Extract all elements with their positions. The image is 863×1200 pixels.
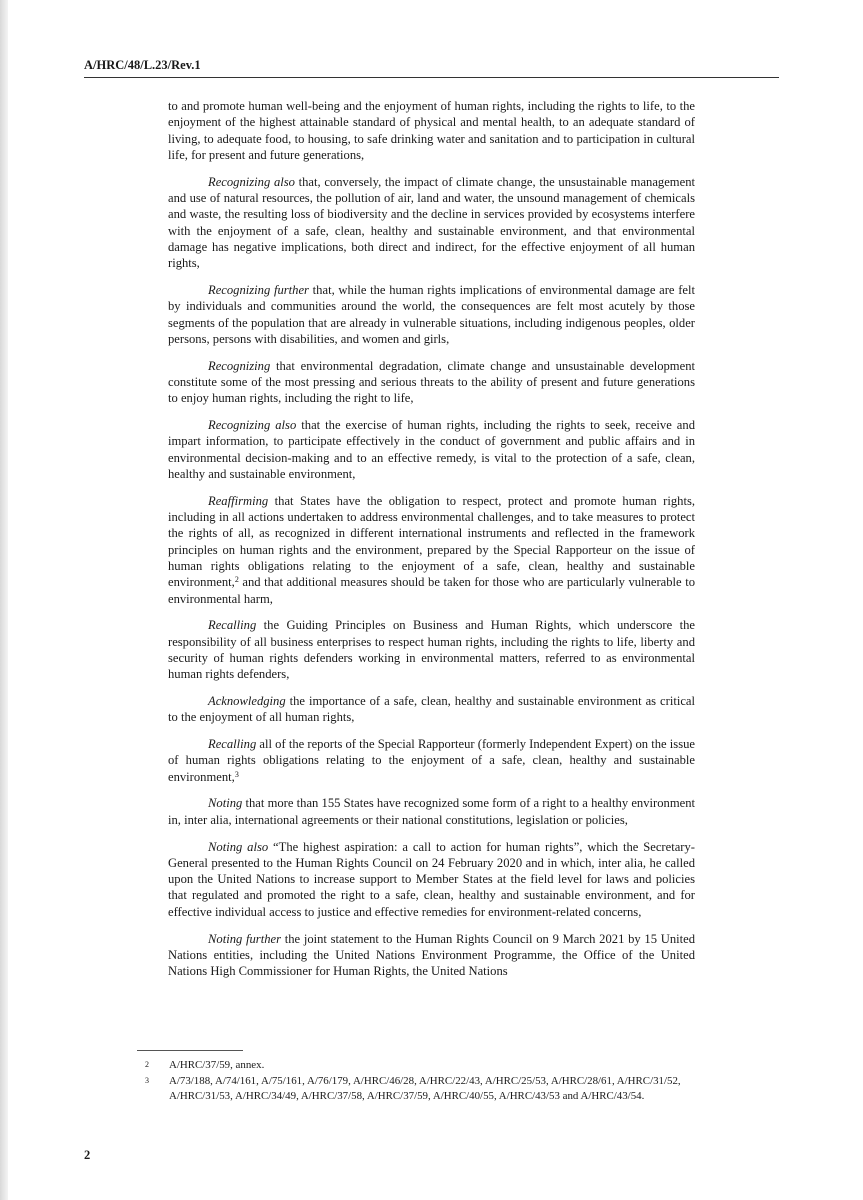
paragraph-lead: Recalling [208, 618, 257, 633]
paragraph-recognizing-also-exercise: Recognizing also that the exercise of human rights, including the rights to seek, receive and impart information, to participate effectively in the conduct of government and public affairs and in environmental decision-making and to an effective remedy, is vital to the protection of a safe, clean, healthy and sustainable environment, [168, 418, 695, 481]
footnote-separator [137, 1050, 243, 1051]
paragraph-acknowledging: Acknowledging the importance of a safe, clean, healthy and sustainable environment as critical to the enjoyment of all human rights, [168, 694, 695, 725]
footnote-item [145, 1058, 705, 1074]
header-rule [84, 77, 779, 78]
paragraph-lead: Recognizing further [208, 282, 309, 297]
footnote-text: A/HRC/37/59, annex. [169, 1059, 265, 1071]
footnote-item [145, 1074, 705, 1105]
footnotes [145, 1058, 705, 1105]
paragraph-lead: Recognizing also [208, 174, 295, 189]
footnote-reference[interactable]: 2 [234, 575, 239, 585]
paragraph-lead: Noting further [208, 931, 281, 946]
paragraph-recognizing-also-impact: Recognizing also that, conversely, the impact of climate change, the unsustainable management and use of natural resources, the pollution of air, land and water, the unsound management of chemicals and waste, the resulting loss of biodiversity and the decline in services provided by ecosystems interfere with the enjoyment of a safe, clean, healthy and sustainable environment, and that environmental damage has negative implications, both direct and indirect, for the effective enjoyment of all human rights, [168, 174, 695, 271]
page-number: 2 [84, 1148, 91, 1162]
paragraph-lead: Noting [208, 796, 243, 811]
paragraph-lead: Reaffirming [208, 493, 269, 508]
paragraph-noting-further: Noting further the joint statement to the Human Rights Council on 9 March 2021 by 15 United Nations entities, including the United Nations Environment Programme, the Office of the United Nations High Commissioner for Human Rights, the United Nations [168, 931, 695, 979]
paragraph-noting-also: Noting also “The highest aspiration: a call to action for human rights”, which the Secretary-General presented to the Human Rights Council on 24 February 2020 and in which, inter alia, he called upon the United Nations to increase support to Member States at the field level for laws and policies that regulated and promoted the right to a safe, clean, healthy and sustainable environment, and for effective individual access to justice and effective remedies for environment-related concerns, [168, 839, 695, 919]
paragraph-recalling-reports: Recalling all of the reports of the Special Rapporteur (formerly Independent Expert) on the issue of human rights obligations relating to the enjoyment of a safe, clean, healthy and sustainable environment,$^3$ [168, 737, 695, 784]
paragraph-recognizing: Recognizing that environmental degradation, climate change and unsustainable development constitute some of the most pressing and serious threats to the ability of present and future generations to enjoy human rights, including the right to life, [168, 358, 695, 406]
document-symbol: A/HRC/48/L.23/Rev.1 [84, 58, 201, 72]
document-body [168, 98, 695, 990]
paragraph-continuation: to and promote human well-being and the enjoyment of human rights, including the rights to life, to the enjoyment of the highest attainable standard of physical and mental health, to an adequate standard of living, to adequate food, to housing, to safe drinking water and sanitation and to participation in cultural life, for present and future generations, [168, 99, 695, 162]
paragraph-lead: Noting also [208, 839, 269, 854]
paragraph-lead: Recalling [208, 737, 257, 752]
paragraph-lead: Acknowledging [208, 694, 286, 708]
paragraph-recalling-guiding-principles: Recalling the Guiding Principles on Business and Human Rights, which underscore the responsibility of all business enterprises to respect human rights, including the rights to life, liberty and security of human rights defenders working in environmental matters, referred to as environmental human rights defenders, [168, 618, 695, 682]
footnote-reference[interactable]: 3 [234, 769, 239, 779]
page-edge-shadow [0, 0, 8, 1200]
paragraph-noting: Noting that more than 155 States have recognized some form of a right to a healthy environment in, inter alia, international agreements or their national constitutions, legislation or policies, [168, 796, 695, 827]
footnote-number: 3 [145, 1075, 149, 1085]
paragraph-reaffirming: Reaffirming that States have the obligation to respect, protect and promote human rights, including in all actions undertaken to address environmental challenges, and to take measures to protect the rights of all, as recognized in different international instruments and reflected in the framework principles on human rights and the environment, prepared by the Special Rapporteur on the issue of human rights obligations relating to the enjoyment of a safe, clean, healthy and sustainable environment,$^2$ and that additional measures should be taken for those who are particularly vulnerable to environmental harm, [168, 493, 695, 606]
paragraph-lead: Recognizing [208, 358, 271, 373]
footnote-text: A/73/188, A/74/161, A/75/161, A/76/179, A/HRC/46/28, A/HRC/22/43, A/HRC/25/53, A/HRC/28/61, A/HRC/31/52, A/HRC/31/53, A/HRC/34/49, A/HRC/37/58, A/HRC/37/59, A/HRC/40/55, A/HRC/43/53 and A/HRC/43/54. [169, 1074, 681, 1102]
paragraph-recognizing-further: Recognizing further that, while the human rights implications of environmental damage are felt by individuals and communities around the world, the consequences are felt most acutely by those segments of the population that are already in vulnerable situations, including indigenous peoples, older persons, persons with disabilities, and women and girls, [168, 282, 695, 346]
footnote-number: 2 [145, 1060, 149, 1069]
paragraph-lead: Recognizing also [208, 418, 297, 433]
